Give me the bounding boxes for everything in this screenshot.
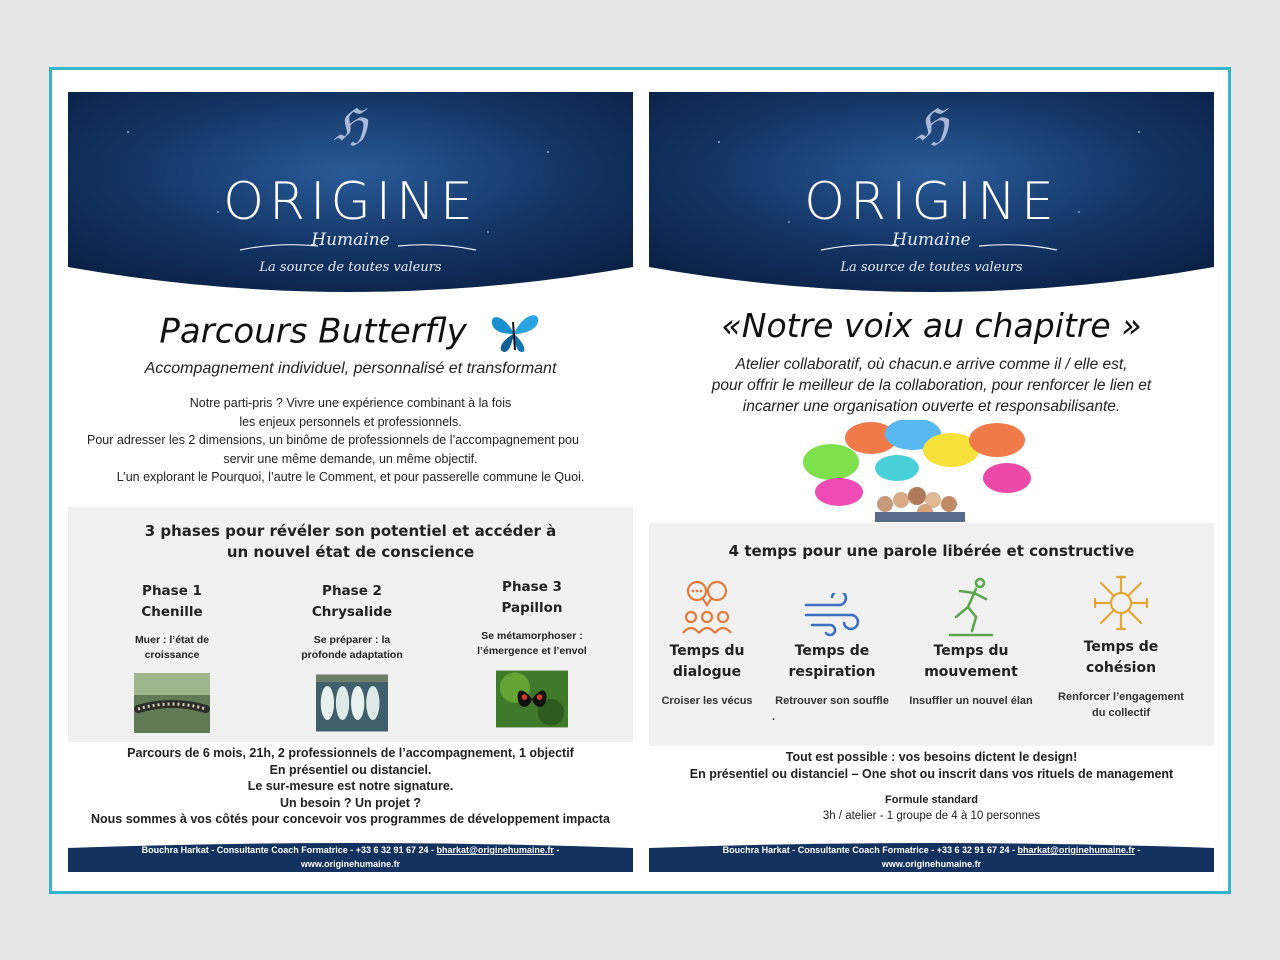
temps-title: Temps de [794, 643, 870, 659]
brand-header [68, 92, 633, 302]
page-frame [49, 67, 1231, 894]
temps-cohesion [1051, 571, 1191, 721]
phase-3 [442, 577, 622, 734]
flyer-subtitle: Accompagnement individuel, personnalisé et transformant [144, 360, 557, 377]
temps-desc: Renforcer l’engagement [1058, 691, 1184, 703]
speech-bubbles-illustration [801, 420, 1041, 522]
intro-line: pour offrir le meilleur de la collaboration, pour renforcer le lien et [711, 377, 1152, 394]
temps-title: Temps de [1083, 639, 1159, 655]
phase-desc-line: profonde adaptation [301, 649, 403, 661]
footer-website-link[interactable]: www.originehumaine.fr [300, 859, 401, 869]
flyer-notre-voix [649, 92, 1214, 872]
phase-desc [262, 633, 442, 663]
phase-title: Phase 1 [142, 583, 202, 599]
temps-title: Temps du [669, 643, 745, 659]
footer-email-link[interactable]: bharkat@originehumaine.fr [436, 845, 554, 855]
temps-title: respiration [788, 664, 876, 680]
heading-line: un nouvel état de conscience [226, 543, 475, 561]
phase-desc [442, 629, 622, 659]
intro-line: servir une même demande, un même objectif. [223, 451, 478, 466]
temps-desc: du collectif [1091, 707, 1151, 719]
phase-name: Chrysalide [311, 604, 393, 620]
logo-symbol: ℌ [333, 100, 368, 151]
temps-title: dialogue [672, 664, 742, 680]
chrysalis-photo [316, 673, 388, 733]
running-person-icon [946, 577, 996, 637]
logo-tagline: La source de toutes valeurs [840, 260, 1023, 275]
flyer-title: «Notre voix au chapitre » [721, 306, 1142, 345]
temps-desc: . [772, 711, 776, 723]
temps-dialogue [649, 575, 777, 709]
intro-paragraph [68, 394, 633, 487]
heading-line: 3 phases pour révéler son potentiel et accéder à [144, 522, 557, 540]
butterfly-icon [486, 310, 542, 356]
logo-script: Humaine [311, 230, 390, 250]
phase-desc-line: croissance [144, 649, 200, 661]
formula-title: Formule standard [885, 794, 978, 806]
details-line: Le sur-mesure est notre signature. [247, 779, 454, 793]
phase-title: Phase 2 [322, 583, 382, 599]
intro-paragraph [649, 354, 1214, 417]
program-details [68, 745, 633, 828]
intro-line: les enjeux personnels et professionnels. [239, 414, 462, 429]
phase-desc [82, 633, 262, 663]
phase-desc-line: Se préparer : la [313, 634, 391, 646]
temps-heading: 4 temps pour une parole libérée et constructive [728, 542, 1135, 560]
details-line: En présentiel ou distanciel. [269, 762, 432, 777]
footer-contact: Bouchra Harkat - Consultante Coach Formatrice - +33 6 32 91 67 24 - [722, 845, 1018, 855]
flyer-title [68, 310, 633, 356]
footer-email-link[interactable]: bharkat@originehumaine.fr [1017, 845, 1135, 855]
phases-section [68, 507, 633, 742]
footer-text [649, 843, 1214, 871]
temps-title: Temps du [933, 643, 1009, 659]
phase-2 [262, 581, 442, 738]
intro-line: incarner une organisation ouverte et responsabilisante. [742, 398, 1121, 415]
phase-desc-line: l’émergence et l’envol [477, 645, 587, 657]
formula-text: 3h / atelier - 1 groupe de 4 à 10 personnes [822, 810, 1041, 822]
logo-wordmark: ORIGINE [223, 172, 478, 232]
temps-desc: Retrouver son souffle [775, 695, 889, 707]
details-line: Parcours de 6 mois, 21h, 2 professionnels de l’accompagnement, 1 objectif [127, 746, 574, 760]
temps-respiration [762, 575, 902, 725]
logo-tagline: La source de toutes valeurs [259, 260, 442, 275]
footer-website-link[interactable]: www.originehumaine.fr [881, 859, 982, 869]
caterpillar-photo [134, 673, 210, 733]
footer-separator: - [553, 845, 560, 855]
temps-title: cohésion [1085, 660, 1157, 676]
temps-desc: Insuffler un nouvel élan [909, 695, 1033, 707]
footer-contact: Bouchra Harkat - Consultante Coach Formatrice - +33 6 32 91 67 24 - [141, 845, 437, 855]
temps-desc: Croiser les vécus [661, 695, 753, 707]
intro-line: Atelier collaboratif, où chacun.e arrive comme il / elle est, [735, 356, 1128, 373]
footer-separator: - [1134, 845, 1141, 855]
phase-title: Phase 3 [502, 579, 562, 595]
intro-line: Notre parti-pris ? Vivre une expérience combinant à la fois [189, 396, 512, 410]
intro-line: Pour adresser les 2 dimensions, un binôme de professionnels de l’accompagnement pou [87, 433, 579, 447]
wind-icon [804, 593, 860, 637]
flyer-parcours-butterfly [68, 92, 633, 872]
phase-1 [82, 581, 262, 738]
phase-name: Chenille [141, 604, 203, 620]
footer-text [68, 843, 633, 871]
contact-footer [649, 842, 1214, 872]
temps-mouvement [901, 575, 1041, 709]
details-line: Nous sommes à vos côtés pour concevoir vos programmes de développement impacta [91, 812, 610, 826]
joined-hands-icon [1091, 573, 1151, 633]
details-line: Tout est possible : vos besoins dictent le design! [785, 750, 1078, 764]
phase-desc-line: Muer : l’état de [134, 634, 210, 646]
logo-symbol: ℌ [914, 100, 949, 151]
logo-wordmark: ORIGINE [804, 172, 1059, 232]
butterfly-photo [496, 669, 568, 729]
dialogue-people-icon [677, 579, 737, 637]
phases-heading [68, 521, 633, 563]
contact-footer [68, 842, 633, 872]
intro-line: L’un explorant le Pourquoi, l’autre le Comment, et pour passerelle commune le Quoi. [116, 470, 585, 484]
logo-script: Humaine [892, 230, 971, 250]
phase-desc-line: Se métamorphoser : [481, 630, 583, 642]
workshop-details [649, 749, 1214, 782]
brand-header [649, 92, 1214, 302]
title-text: Parcours Butterfly [159, 311, 467, 352]
temps-title: mouvement [924, 664, 1018, 680]
phase-name: Papillon [501, 600, 563, 616]
details-line: En présentiel ou distanciel – One shot ou inscrit dans vos rituels de management [689, 766, 1174, 781]
temps-section [649, 523, 1214, 746]
details-line: Un besoin ? Un projet ? [280, 795, 421, 810]
